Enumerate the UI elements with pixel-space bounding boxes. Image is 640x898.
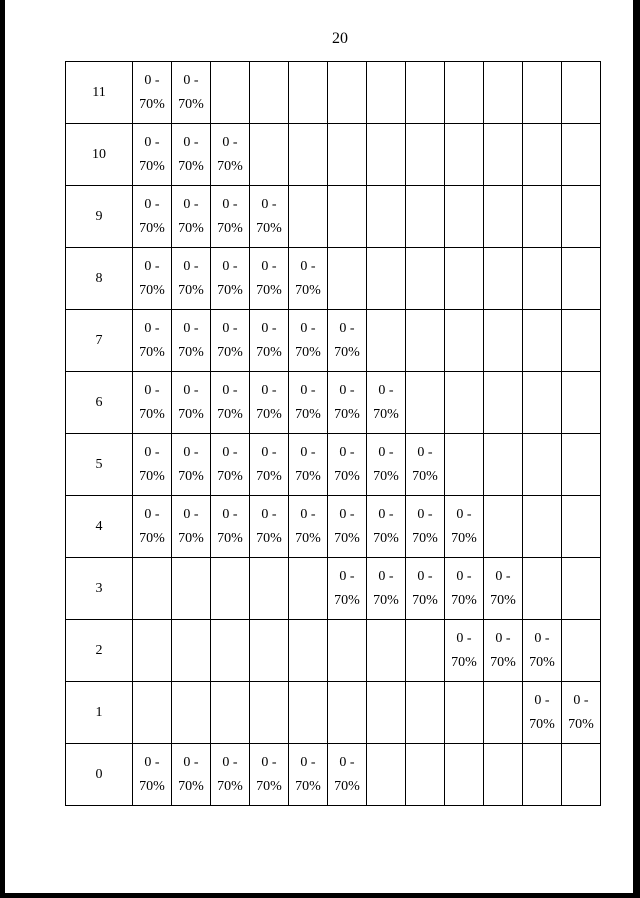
cell-value: 0 - 70% bbox=[373, 444, 399, 484]
cell-value: 0 - 70% bbox=[217, 444, 243, 484]
table-cell bbox=[445, 682, 484, 744]
table-cell bbox=[562, 496, 601, 558]
table-cell bbox=[484, 496, 523, 558]
table-cell bbox=[172, 434, 211, 496]
cell-value: 0 - 70% bbox=[412, 568, 438, 608]
table-row bbox=[66, 496, 601, 558]
table-cell bbox=[562, 62, 601, 124]
table-cell bbox=[211, 558, 250, 620]
table-cell bbox=[406, 744, 445, 806]
table-cell bbox=[562, 434, 601, 496]
table-cell bbox=[484, 372, 523, 434]
row-label: 8 bbox=[66, 248, 133, 310]
cell-value: 0 - 70% bbox=[295, 382, 321, 422]
table-cell bbox=[328, 372, 367, 434]
table-cell bbox=[289, 124, 328, 186]
table-cell bbox=[211, 62, 250, 124]
row-label: 9 bbox=[66, 186, 133, 248]
cell-value: 0 - 70% bbox=[334, 754, 360, 794]
table-cell bbox=[133, 434, 172, 496]
cell-value: 0 - 70% bbox=[295, 754, 321, 794]
table-cell bbox=[406, 62, 445, 124]
table-cell bbox=[523, 310, 562, 372]
cell-value: 0 - 70% bbox=[334, 382, 360, 422]
table-cell bbox=[172, 620, 211, 682]
cell-value: 0 - 70% bbox=[139, 382, 165, 422]
table-row bbox=[66, 372, 601, 434]
table-row bbox=[66, 62, 601, 124]
cell-value: 0 - 70% bbox=[295, 320, 321, 360]
cell-value: 0 - 70% bbox=[217, 382, 243, 422]
table-cell bbox=[484, 62, 523, 124]
table-cell bbox=[523, 558, 562, 620]
cell-value: 0 - 70% bbox=[295, 444, 321, 484]
table-cell bbox=[289, 186, 328, 248]
table-cell bbox=[250, 186, 289, 248]
cell-value: 0 - 70% bbox=[295, 258, 321, 298]
cell-value: 0 - 70% bbox=[490, 630, 516, 670]
table-cell bbox=[523, 434, 562, 496]
scan-edge-bottom bbox=[0, 893, 640, 898]
cell-value: 0 - 70% bbox=[139, 134, 165, 174]
table-cell bbox=[172, 496, 211, 558]
table-cell bbox=[250, 744, 289, 806]
table-cell bbox=[367, 558, 406, 620]
table-cell bbox=[406, 620, 445, 682]
cell-value: 0 - 70% bbox=[256, 506, 282, 546]
cell-value: 0 - 70% bbox=[139, 444, 165, 484]
table-cell bbox=[172, 682, 211, 744]
table-cell bbox=[289, 248, 328, 310]
table-cell bbox=[484, 434, 523, 496]
table-cell bbox=[445, 434, 484, 496]
table-cell bbox=[172, 310, 211, 372]
cell-value: 0 - 70% bbox=[139, 754, 165, 794]
cell-value: 0 - 70% bbox=[451, 506, 477, 546]
table-cell bbox=[133, 124, 172, 186]
table-cell bbox=[406, 434, 445, 496]
cell-value: 0 - 70% bbox=[217, 196, 243, 236]
table-cell bbox=[328, 124, 367, 186]
scan-edge-right bbox=[633, 0, 640, 898]
table-cell bbox=[367, 434, 406, 496]
table-cell bbox=[406, 682, 445, 744]
table-row bbox=[66, 682, 601, 744]
table-cell bbox=[250, 682, 289, 744]
table-cell bbox=[367, 248, 406, 310]
table-cell bbox=[289, 434, 328, 496]
table-cell bbox=[367, 496, 406, 558]
cell-value: 0 - 70% bbox=[373, 382, 399, 422]
table-cell bbox=[172, 62, 211, 124]
table-cell bbox=[211, 124, 250, 186]
table-cell bbox=[445, 496, 484, 558]
table-cell bbox=[328, 496, 367, 558]
table-cell bbox=[406, 124, 445, 186]
row-label: 6 bbox=[66, 372, 133, 434]
table-cell bbox=[406, 372, 445, 434]
table-cell bbox=[289, 558, 328, 620]
table-cell bbox=[250, 434, 289, 496]
table-cell bbox=[133, 496, 172, 558]
table-cell bbox=[211, 434, 250, 496]
cell-value: 0 - 70% bbox=[373, 506, 399, 546]
table-cell bbox=[484, 248, 523, 310]
table-cell bbox=[367, 310, 406, 372]
table-row bbox=[66, 434, 601, 496]
table-cell bbox=[562, 620, 601, 682]
table-cell bbox=[562, 558, 601, 620]
cell-value: 0 - 70% bbox=[178, 754, 204, 794]
row-label: 3 bbox=[66, 558, 133, 620]
table-cell bbox=[328, 62, 367, 124]
table-cell bbox=[211, 372, 250, 434]
cell-value: 0 - 70% bbox=[178, 196, 204, 236]
cell-value: 0 - 70% bbox=[178, 382, 204, 422]
table-cell bbox=[367, 124, 406, 186]
row-label: 10 bbox=[66, 124, 133, 186]
table-row bbox=[66, 186, 601, 248]
table-cell bbox=[328, 248, 367, 310]
table-cell bbox=[250, 62, 289, 124]
table-cell bbox=[172, 558, 211, 620]
cell-value: 0 - 70% bbox=[529, 630, 555, 670]
table-cell bbox=[289, 62, 328, 124]
row-label: 7 bbox=[66, 310, 133, 372]
table-row bbox=[66, 620, 601, 682]
table-cell bbox=[133, 558, 172, 620]
row-label: 2 bbox=[66, 620, 133, 682]
cell-value: 0 - 70% bbox=[217, 320, 243, 360]
cell-value: 0 - 70% bbox=[256, 258, 282, 298]
row-label: 11 bbox=[66, 62, 133, 124]
table-cell bbox=[562, 310, 601, 372]
table-cell bbox=[289, 620, 328, 682]
table-cell bbox=[328, 620, 367, 682]
table-cell bbox=[484, 682, 523, 744]
table-cell bbox=[562, 248, 601, 310]
table-cell bbox=[406, 310, 445, 372]
table-cell bbox=[367, 62, 406, 124]
table-cell bbox=[250, 558, 289, 620]
cell-value: 0 - 70% bbox=[295, 506, 321, 546]
table-cell bbox=[172, 124, 211, 186]
table-cell bbox=[445, 124, 484, 186]
cell-value: 0 - 70% bbox=[334, 506, 360, 546]
cell-value: 0 - 70% bbox=[217, 506, 243, 546]
table-cell bbox=[289, 744, 328, 806]
table-cell bbox=[133, 310, 172, 372]
table-cell bbox=[406, 248, 445, 310]
table-cell bbox=[562, 186, 601, 248]
table-row bbox=[66, 744, 601, 806]
table-cell bbox=[211, 620, 250, 682]
table-cell bbox=[484, 124, 523, 186]
cell-value: 0 - 70% bbox=[178, 72, 204, 112]
cell-value: 0 - 70% bbox=[178, 134, 204, 174]
table-cell bbox=[445, 186, 484, 248]
table-cell bbox=[250, 372, 289, 434]
table-cell bbox=[406, 558, 445, 620]
table-cell bbox=[562, 682, 601, 744]
cell-value: 0 - 70% bbox=[334, 320, 360, 360]
data-table bbox=[65, 61, 601, 806]
table-cell bbox=[328, 434, 367, 496]
table-cell bbox=[523, 496, 562, 558]
table-cell bbox=[367, 372, 406, 434]
table-cell bbox=[133, 248, 172, 310]
cell-value: 0 - 70% bbox=[139, 258, 165, 298]
table-row bbox=[66, 248, 601, 310]
cell-value: 0 - 70% bbox=[256, 754, 282, 794]
table-row bbox=[66, 124, 601, 186]
table-cell bbox=[445, 248, 484, 310]
table-cell bbox=[445, 620, 484, 682]
cell-value: 0 - 70% bbox=[178, 506, 204, 546]
table-cell bbox=[211, 744, 250, 806]
cell-value: 0 - 70% bbox=[256, 444, 282, 484]
table-cell bbox=[289, 682, 328, 744]
cell-value: 0 - 70% bbox=[568, 692, 594, 732]
table-cell bbox=[445, 310, 484, 372]
table-cell bbox=[406, 496, 445, 558]
table-cell bbox=[133, 744, 172, 806]
table-cell bbox=[367, 620, 406, 682]
table-cell bbox=[250, 248, 289, 310]
cell-value: 0 - 70% bbox=[412, 444, 438, 484]
cell-value: 0 - 70% bbox=[217, 754, 243, 794]
table-cell bbox=[211, 496, 250, 558]
table-cell bbox=[133, 62, 172, 124]
table-cell bbox=[523, 62, 562, 124]
row-label: 5 bbox=[66, 434, 133, 496]
cell-value: 0 - 70% bbox=[139, 320, 165, 360]
table-cell bbox=[328, 310, 367, 372]
table-body bbox=[66, 62, 601, 806]
table-cell bbox=[445, 558, 484, 620]
table-cell bbox=[484, 310, 523, 372]
cell-value: 0 - 70% bbox=[412, 506, 438, 546]
table-cell bbox=[445, 62, 484, 124]
cell-value: 0 - 70% bbox=[451, 630, 477, 670]
table-cell bbox=[562, 124, 601, 186]
table-cell bbox=[172, 744, 211, 806]
table-row bbox=[66, 558, 601, 620]
table-cell bbox=[133, 372, 172, 434]
table-cell bbox=[133, 620, 172, 682]
table-cell bbox=[289, 496, 328, 558]
cell-value: 0 - 70% bbox=[178, 444, 204, 484]
row-label: 0 bbox=[66, 744, 133, 806]
table-cell bbox=[211, 310, 250, 372]
cell-value: 0 - 70% bbox=[139, 506, 165, 546]
table-cell bbox=[484, 620, 523, 682]
table-cell bbox=[523, 620, 562, 682]
table-cell bbox=[523, 124, 562, 186]
table-cell bbox=[289, 310, 328, 372]
table-cell bbox=[328, 682, 367, 744]
table-cell bbox=[172, 248, 211, 310]
table-cell bbox=[523, 248, 562, 310]
cell-value: 0 - 70% bbox=[256, 320, 282, 360]
table-cell bbox=[562, 372, 601, 434]
cell-value: 0 - 70% bbox=[256, 382, 282, 422]
table-cell bbox=[250, 620, 289, 682]
cell-value: 0 - 70% bbox=[529, 692, 555, 732]
table-cell bbox=[523, 682, 562, 744]
table-cell bbox=[289, 372, 328, 434]
cell-value: 0 - 70% bbox=[451, 568, 477, 608]
table-cell bbox=[133, 682, 172, 744]
table-cell bbox=[484, 744, 523, 806]
table-cell bbox=[328, 558, 367, 620]
table-cell bbox=[562, 744, 601, 806]
table-cell bbox=[367, 744, 406, 806]
table-cell bbox=[133, 186, 172, 248]
cell-value: 0 - 70% bbox=[490, 568, 516, 608]
table-cell bbox=[445, 372, 484, 434]
table-cell bbox=[523, 372, 562, 434]
cell-value: 0 - 70% bbox=[334, 568, 360, 608]
table-cell bbox=[484, 558, 523, 620]
cell-value: 0 - 70% bbox=[334, 444, 360, 484]
table-cell bbox=[328, 186, 367, 248]
table-row bbox=[66, 310, 601, 372]
table-cell bbox=[211, 186, 250, 248]
table-cell bbox=[250, 496, 289, 558]
table-cell bbox=[367, 682, 406, 744]
table-cell bbox=[484, 186, 523, 248]
cell-value: 0 - 70% bbox=[139, 196, 165, 236]
table-cell bbox=[211, 682, 250, 744]
table-cell bbox=[328, 744, 367, 806]
scan-edge-left bbox=[0, 0, 5, 898]
cell-value: 0 - 70% bbox=[139, 72, 165, 112]
cell-value: 0 - 70% bbox=[217, 134, 243, 174]
table-cell bbox=[172, 186, 211, 248]
cell-value: 0 - 70% bbox=[373, 568, 399, 608]
table-cell bbox=[406, 186, 445, 248]
table-cell bbox=[250, 124, 289, 186]
table-cell bbox=[523, 186, 562, 248]
row-label: 1 bbox=[66, 682, 133, 744]
table-cell bbox=[367, 186, 406, 248]
page-number: 20 bbox=[332, 30, 348, 47]
table-cell bbox=[523, 744, 562, 806]
cell-value: 0 - 70% bbox=[217, 258, 243, 298]
cell-value: 0 - 70% bbox=[178, 258, 204, 298]
cell-value: 0 - 70% bbox=[256, 196, 282, 236]
table-cell bbox=[172, 372, 211, 434]
table-cell bbox=[250, 310, 289, 372]
table-cell bbox=[211, 248, 250, 310]
cell-value: 0 - 70% bbox=[178, 320, 204, 360]
table-cell bbox=[445, 744, 484, 806]
row-label: 4 bbox=[66, 496, 133, 558]
